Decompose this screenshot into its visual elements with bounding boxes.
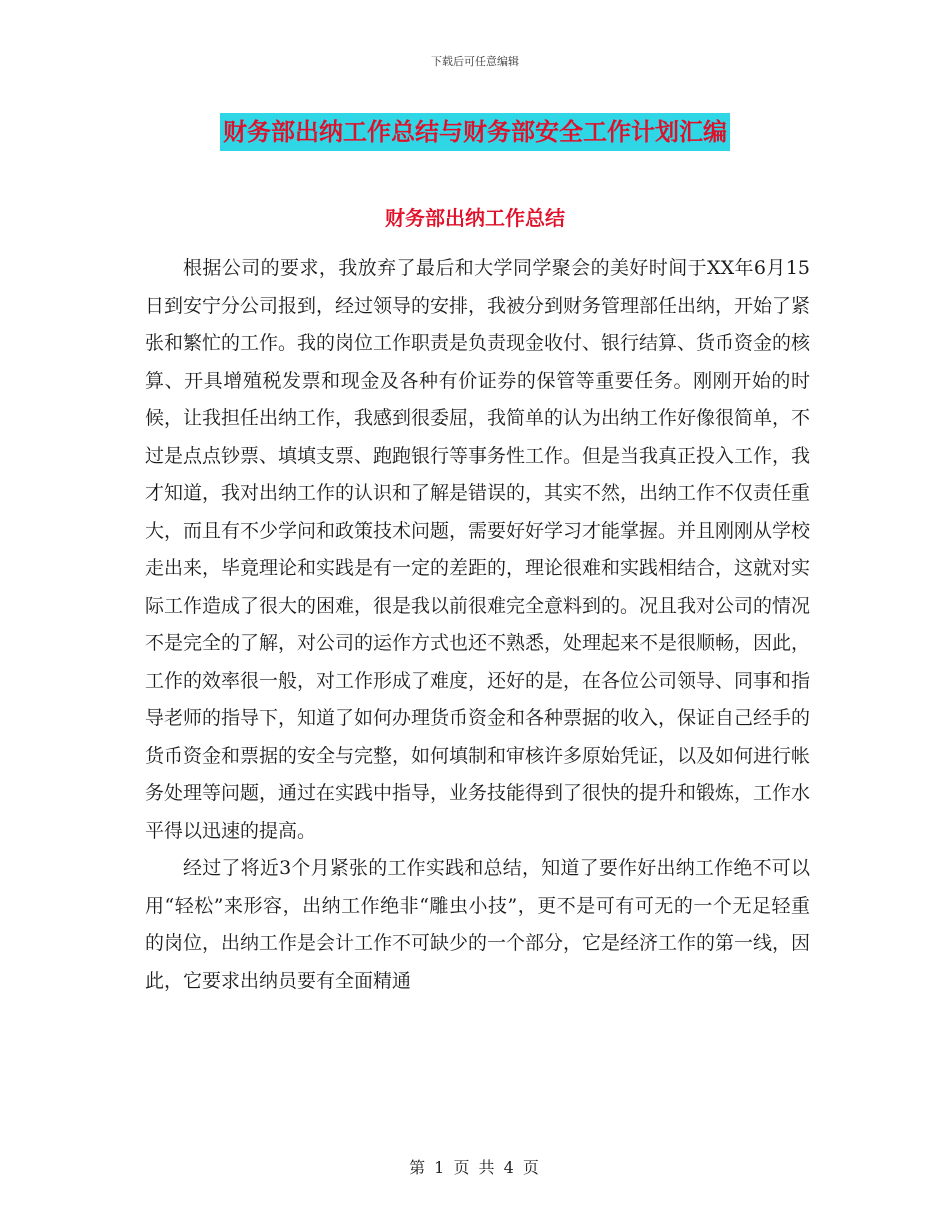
paragraph-2: 经过了将近3个月紧张的工作实践和总结，知道了要作好出纳工作绝不可以用“轻松”来形容，出纳工作绝非“雕虫小技”，更不是可有可无的一个无足轻重的岗位，出纳工作是会计工作不可缺少的一个部分，它是经济工作的第一线，因此，它要求出纳员要有全面精通 — [145, 857, 811, 992]
page-footer: 第 1 页 共 4 页 — [409, 1158, 541, 1177]
main-title-wrap — [0, 113, 950, 151]
main-title: 财务部出纳工作总结与财务部安全工作计划汇编 — [220, 113, 730, 151]
paragraph-1: 根据公司的要求，我放弃了最后和大学同学聚会的美好时间于XX年6月15日到安宁分公司报到，经过领导的安排，我被分到财务管理部任出纳，开始了紧张和繁忙的工作。我的岗位工作职责是负责现金收付、银行结算、货币资金的核算、开具增殖税发票和现金及各种有价证券的保管等重要任务。刚刚开始的时候，让我担任出纳工作，我感到很委屈，我简单的认为出纳工作好像很简单，不过是点点钞票、填填支票、跑跑银行等事务性工作。但是当我真正投入工作，我才知道，我对出纳工作的认识和了解是错误的，其实不然，出纳工作不仅责任重大，而且有不少学问和政策技术问题，需要好好学习才能掌握。并且刚刚从学校走出来，毕竟理论和实践是有一定的差距的，理论很难和实践相结合，这就对实际工作造成了很大的困难，很是我以前很难完全意料到的。况且我对公司的情况不是完全的了解，对公司的运作方式也还不熟悉，处理起来不是很顺畅，因此，工作的效率很一般，对工作形成了难度，还好的是，在各位公司领导、同事和指导老师的指导下，知道了如何办理货币资金和各种票据的收入，保证自己经手的货币资金和票据的安全与完整，如何填制和审核许多原始凭证，以及如何进行帐务处理等问题，通过在实践中指导，业务技能得到了很快的提升和锻炼，工作水平得以迅速的提高。 — [145, 257, 811, 842]
document-body — [145, 250, 810, 1000]
section-title: 财务部出纳工作总结 — [385, 206, 565, 230]
header-note: 下载后可任意编辑 — [431, 55, 519, 68]
